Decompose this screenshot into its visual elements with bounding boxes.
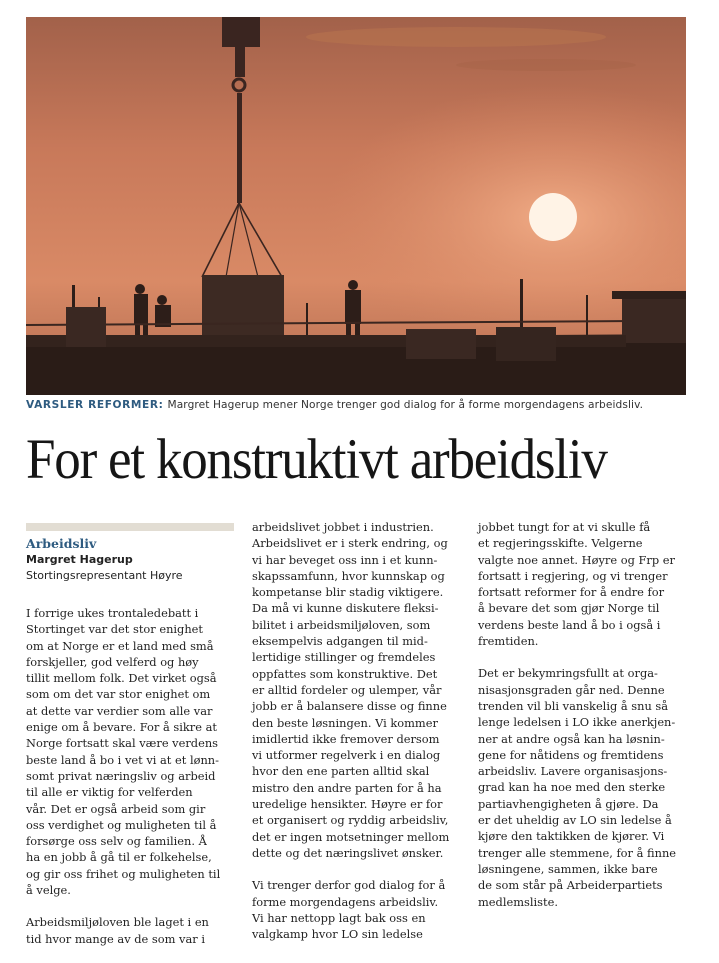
paragraph: arbeidslivet jobbet i industrien. Arbeidslivet er i sterk endring, og vi har beveget oss inn i et kunn- skapssamfunn, hvor kunnskap og kompetanse blir stadig viktigere. Da må vi kunne diskutere fleksi- bilitet i arbeidsmiljøloven, som eksempelvis adgangen til mid- lertidige stillinger og fremdeles oppfattes som konstruktive. Det er alltid fordeler og ulemper, vår jobb er å balansere disse og finne den beste løsningen. Vi kommer imidlertid ikke fremover dersom vi utformer regelverk i en dialog hvor den ene parten alltid skal mistro den andre parten for å ha uredelige hensikter. Høyre er for et organisert og ryddig arbeidsliv, det er ingen motsetninger mellom dette og det næringslivet ønsker.: [252, 520, 450, 860]
construction-sunset-image: [26, 17, 686, 395]
author-role: Stortingsrepresentant Høyre: [26, 569, 183, 582]
byline: [26, 536, 236, 584]
article-photo: [26, 17, 686, 395]
photo-caption: [26, 399, 698, 411]
paragraph: Vi trenger derfor god dialog for å forme morgendagens arbeidsliv. Vi har nettopp lagt bak oss en valgkamp hvor LO sin ledelse: [252, 878, 446, 942]
author-name: Margret Hagerup: [26, 553, 133, 566]
section-rule: [26, 523, 234, 531]
caption-kicker: VARSLER REFORMER:: [26, 399, 164, 411]
article-column-3: [478, 519, 690, 926]
article-column-2: [252, 519, 464, 958]
article-column-1: [26, 605, 238, 963]
caption-text: Margret Hagerup mener Norge trenger god dialog for å forme morgendagens arbeidsliv.: [167, 399, 644, 411]
paragraph: Arbeidsmiljøloven ble laget i en tid hvor mange av de som var i: [26, 915, 209, 946]
paragraph: I forrige ukes trontaledebatt i Stortinget var det stor enighet om at Norge er et land med små forskjeller, god velferd og høy tillit mellom folk. Det virket også som om det var stor enighet om at dette var verdier som alle var enige om å bevare. For å sikre at Norge fortsatt skal være verdens beste land å bo i vet vi at et lønn- somt privat næringsliv og arbeid til alle er viktig for velferden vår. Det er også arbeid som gir oss verdighet og muligheten til å forsørge oss selv og familien. Å ha en jobb å gå til er folkehelse, og gir oss frihet og muligheten til å velge.: [26, 606, 221, 898]
paragraph: jobbet tungt for at vi skulle få et regjeringsskifte. Velgerne valgte noe annet. Høyre og Frp er fortsatt i regjering, og vi trenger fortsatt reformer for å endre for å bevare det som gjør Norge til verdens beste land å bo i også i fremtiden.: [478, 520, 675, 649]
article-headline: For et konstruktivt arbeidsliv: [26, 428, 607, 491]
paragraph: Det er bekymringsfullt at orga- nisasjonsgraden går ned. Denne trenden vil bli vanskelig å snu så lenge ledelsen i LO ikke anerkjen- ner at andre også kan ha løsnin- gene for nåtidens og fremtidens arbeidsliv. Lavere organisasjons- grad kan ha noe med den sterke partiavhengigheten å gjøre. Da er det uheldig av LO sin ledelse å kjøre den taktikken de kjører. Vi trenger alle stemmene, for å finne løsningene, sammen, ikke bare de som står på Arbeiderpartiets medlemsliste.: [478, 666, 677, 909]
section-label: Arbeidsliv: [26, 536, 97, 551]
